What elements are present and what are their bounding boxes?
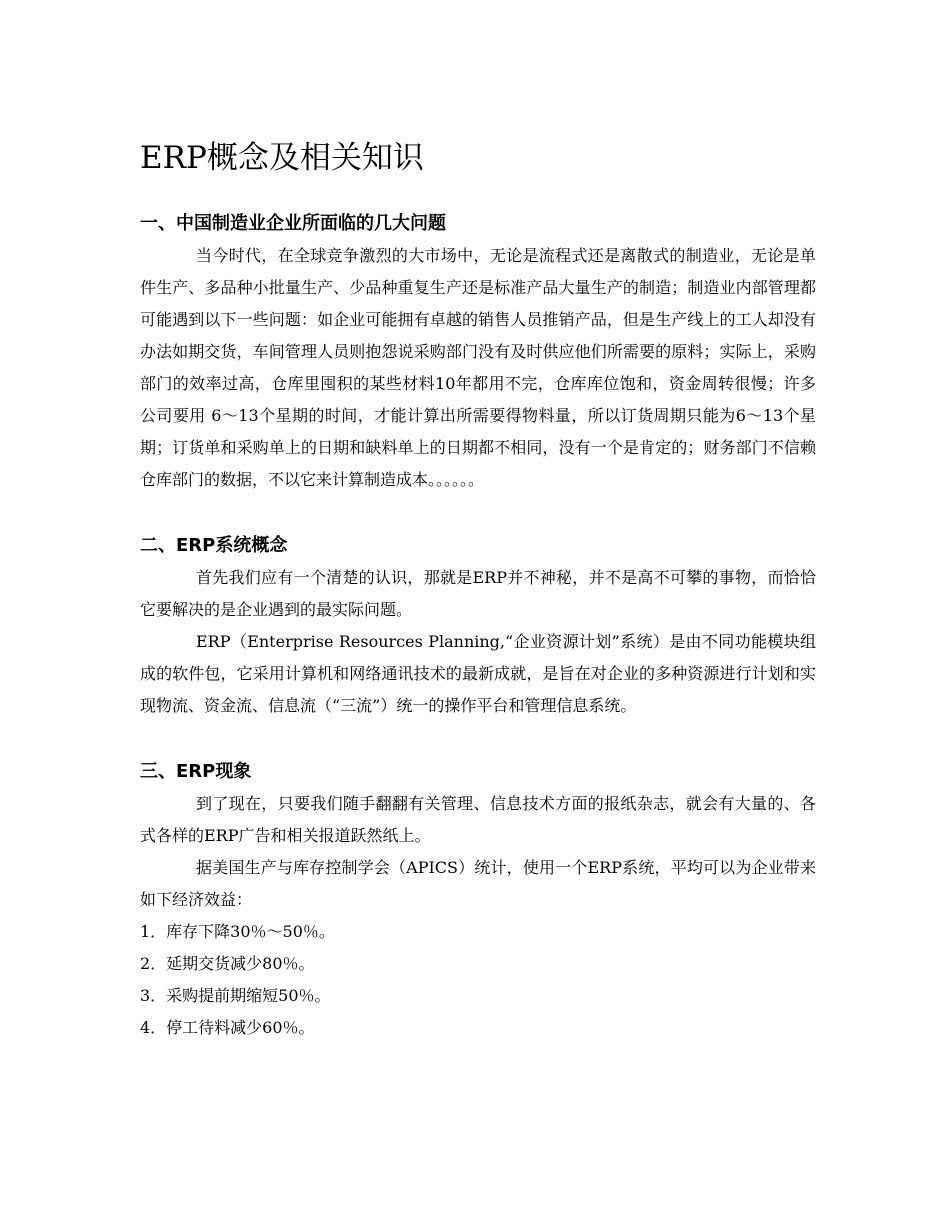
spacer [140,496,816,530]
section-heading: 二、ERP系统概念 [140,535,288,556]
section-problems [140,208,816,496]
paragraph: ERP（Enterprise Resources Planning,“企业资源计划”系统）是由不同功能模块组成的软件包，它采用计算机和网络通讯技术的最新成就，是旨在对企业的多种资源进行计划和实现物流、资金流、信息流（“三流”）统一的操作平台和管理信息系统。 [140,632,816,715]
section-heading: 一、中国制造业企业所面临的几大问题 [140,213,446,234]
list-item: 1．库存下降30％～50％。 [140,922,335,941]
paragraph: 据美国生产与库存控制学会（APICS）统计，使用一个ERP系统，平均可以为企业带来如下经济效益： [140,858,816,909]
list-item: 2．延期交货减少80％。 [140,954,315,973]
list-item: 3．采购提前期缩短50％。 [140,986,331,1005]
section-heading: 三、ERP现象 [140,761,252,782]
document-title: ERP概念及相关知识 [140,140,424,176]
document-page [140,128,816,1044]
spacer [140,188,816,208]
paragraph: 首先我们应有一个清楚的认识，那就是ERP并不神秘，并不是高不可攀的事物，而恰恰它要解决的是企业遇到的最实际问题。 [140,568,816,619]
list-item: 4．停工待料减少60％。 [140,1018,315,1037]
section-erp-phenomenon [140,756,816,1044]
section-erp-concept [140,530,816,722]
paragraph: 到了现在，只要我们随手翻翻有关管理、信息技术方面的报纸杂志，就会有大量的、各式各样的ERP广告和相关报道跃然纸上。 [140,794,816,845]
paragraph: 当今时代，在全球竞争激烈的大市场中，无论是流程式还是离散式的制造业，无论是单件生产、多品种小批量生产、少品种重复生产还是标准产品大量生产的制造；制造业内部管理都可能遇到以下一些问题：如企业可能拥有卓越的销售人员推销产品，但是生产线上的工人却没有办法如期交货，车间管理人员则抱怨说采购部门没有及时供应他们所需要的原料；实际上，采购部门的效率过高，仓库里囤积的某些材料10年都用不完，仓库库位饱和，资金周转很慢；许多公司要用 6～13个星期的时间，才能计算出所需要得物料量，所以订货周期只能为6～13个星期；订货单和采购单上的日期和缺料单上的日期都不相同，没有一个是肯定的；财务部门不信赖仓库部门的数据，不以它来计算制造成本。。。。。。 [140,246,816,489]
benefits-list [140,916,816,1044]
spacer [140,722,816,756]
